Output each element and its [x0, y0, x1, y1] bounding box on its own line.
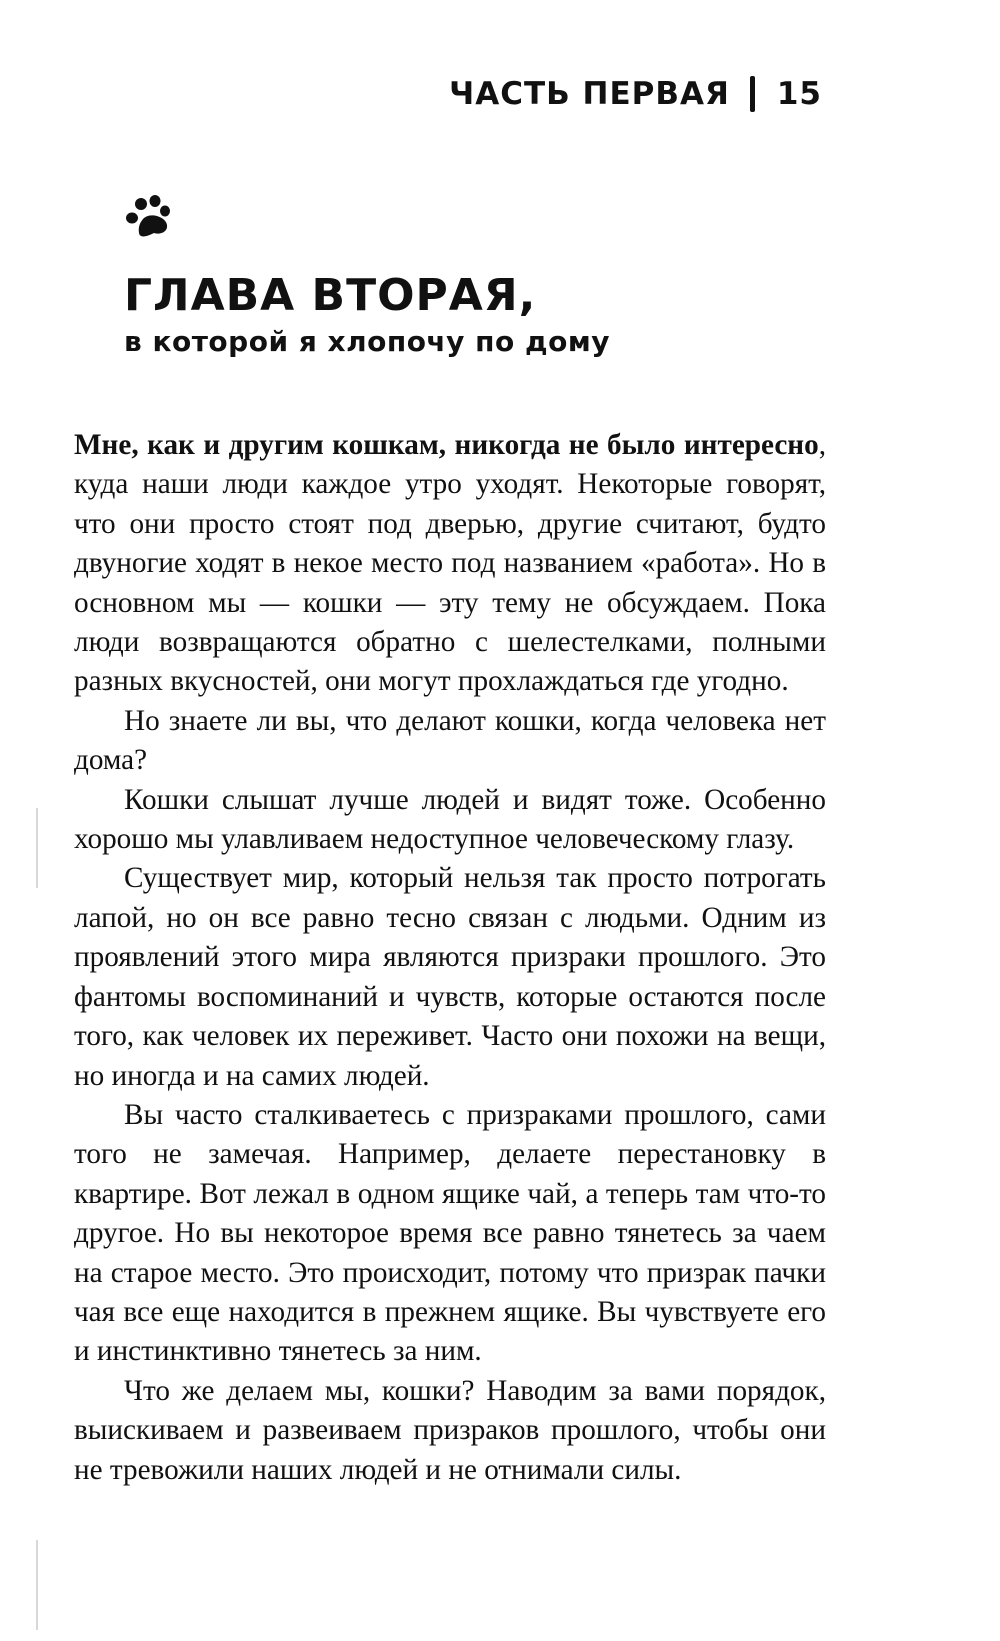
- paragraph: Вы часто сталкиваетесь с призраками прошлого, сами того не замечая. Например, делаете перестановку в квартире. Вот лежал в одном ящике чай, а теперь там что-то другое. Но вы некоторое время все равно тянетесь за чаем на старое место. Это происходит, потому что призрак пачки чая все еще находится в прежнем ящике. Вы чувствуете его и инстинктивно тянетесь за ним.: [74, 1098, 826, 1368]
- paw-print-icon: [124, 192, 176, 244]
- header-separator: [750, 76, 755, 112]
- page-number: 15: [776, 76, 822, 112]
- paragraph: Что же делаем мы, кошки? Наводим за вами порядок, выискиваем и развеиваем призраков прошлого, чтобы они не тревожили наших людей и не отнимали силы.: [74, 1374, 826, 1486]
- page-edge-mark: [36, 808, 38, 888]
- page-edge-mark: [36, 1540, 38, 1630]
- paragraph: Кошки слышат лучше людей и видят тоже. Особенно хорошо мы улавливаем недоступное человеческому глазу.: [74, 783, 826, 856]
- running-head: [449, 76, 822, 112]
- paragraph: Но знаете ли вы, что делают кошки, когда человека нет дома?: [74, 704, 826, 777]
- paragraph: [74, 426, 826, 702]
- chapter-body: [74, 426, 826, 1490]
- paragraph-text: , куда наши люди каждое утро уходят. Некоторые говорят, что они просто стоят под дверью, другие считают, будто двуногие ходят в некое место под названием «работа». Но в основном мы — кошки — эту тему не обсуждаем. Пока люди возвращаются обратно с шелестелками, полными разных вкусностей, они могут прохлаждаться где угодно.: [74, 429, 826, 698]
- chapter-title: ГЛАВА ВТОРАЯ,: [124, 270, 537, 321]
- lead-in-text: Мне, как и другим кошкам, никогда не было интересно: [74, 429, 819, 461]
- paragraph: Существует мир, который нельзя так просто потрогать лапой, но он все равно тесно связан с людьми. Одним из проявлений этого мира являются призраки прошлого. Это фантомы воспоминаний и чувств, которые остаются после того, как человек их переживет. Часто они похожи на вещи, но иногда и на самих людей.: [74, 862, 826, 1092]
- part-title: ЧАСТЬ ПЕРВАЯ: [449, 76, 730, 112]
- chapter-subtitle: в которой я хлопочу по дому: [124, 325, 610, 358]
